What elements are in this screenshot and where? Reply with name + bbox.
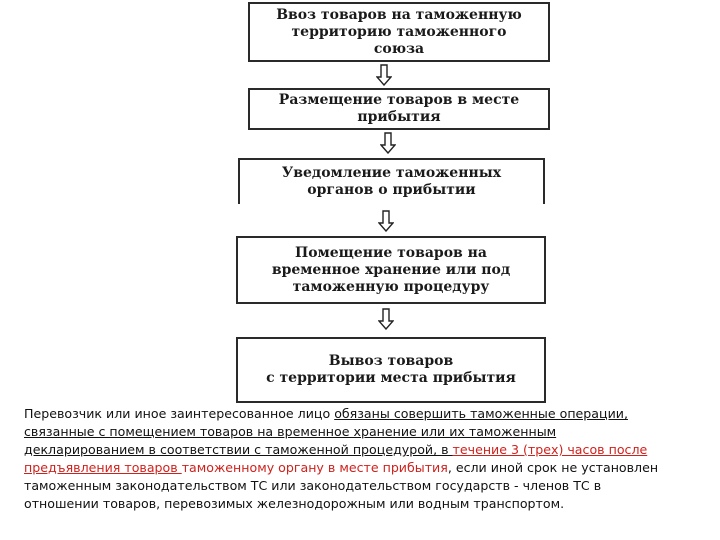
- caption-line: предъявления товаров таможенному органу в месте прибытия, если иной срок не установлен: [24, 460, 659, 475]
- box-text: Размещение товаров в месте: [278, 92, 520, 108]
- box-text: территорию таможенного: [291, 23, 507, 40]
- down-arrow-icon: [380, 132, 396, 154]
- caption-line: отношении товаров, перевозимых железнодорожным или водным транспортом.: [24, 496, 565, 511]
- caption-paragraph: [24, 405, 716, 513]
- caption-line: Перевозчик или иное заинтересованное лицо обязаны совершить таможенные операции,: [24, 406, 628, 421]
- down-arrow-icon: [378, 210, 394, 232]
- underlined-text: обязаны совершить таможенные операции,: [334, 406, 628, 421]
- caption-line: связанные с помещением товаров на временное хранение или их таможенным: [24, 424, 557, 439]
- box-text: Помещение товаров на: [295, 244, 487, 261]
- flow-box-notification: [238, 158, 545, 204]
- down-arrow-icon: [378, 308, 394, 330]
- flow-box-placement: [248, 88, 550, 130]
- box-text: Уведомление таможенных: [281, 165, 502, 181]
- box-text: Ввоз товаров на таможенную: [276, 6, 522, 23]
- box-text: органов о прибытии: [307, 182, 476, 198]
- flow-box-entry: [248, 2, 550, 62]
- caption-line: таможенным законодательством ТС или законодательством государств - членов ТС в: [24, 478, 602, 493]
- highlight-text: предъявления товаров: [24, 460, 182, 475]
- box-text: союза: [373, 40, 425, 57]
- down-arrow-icon: [376, 64, 392, 86]
- box-text: временное хранение или под: [271, 261, 511, 278]
- box-text: таможенную процедуру: [292, 278, 490, 295]
- flow-box-temporary-storage: [236, 236, 546, 304]
- box-text: прибытия: [357, 109, 441, 125]
- highlight-text: таможенному органу в месте прибытия: [181, 460, 448, 475]
- highlight-text: течение 3 (трех) часов после: [452, 442, 648, 457]
- box-text: Вывоз товаров: [328, 353, 454, 369]
- box-text: с территории места прибытия: [266, 370, 516, 386]
- flow-box-exit: [236, 337, 546, 403]
- caption-line: декларированием в соответствии с таможенной процедурой, в течение 3 (трех) часов после: [24, 442, 648, 457]
